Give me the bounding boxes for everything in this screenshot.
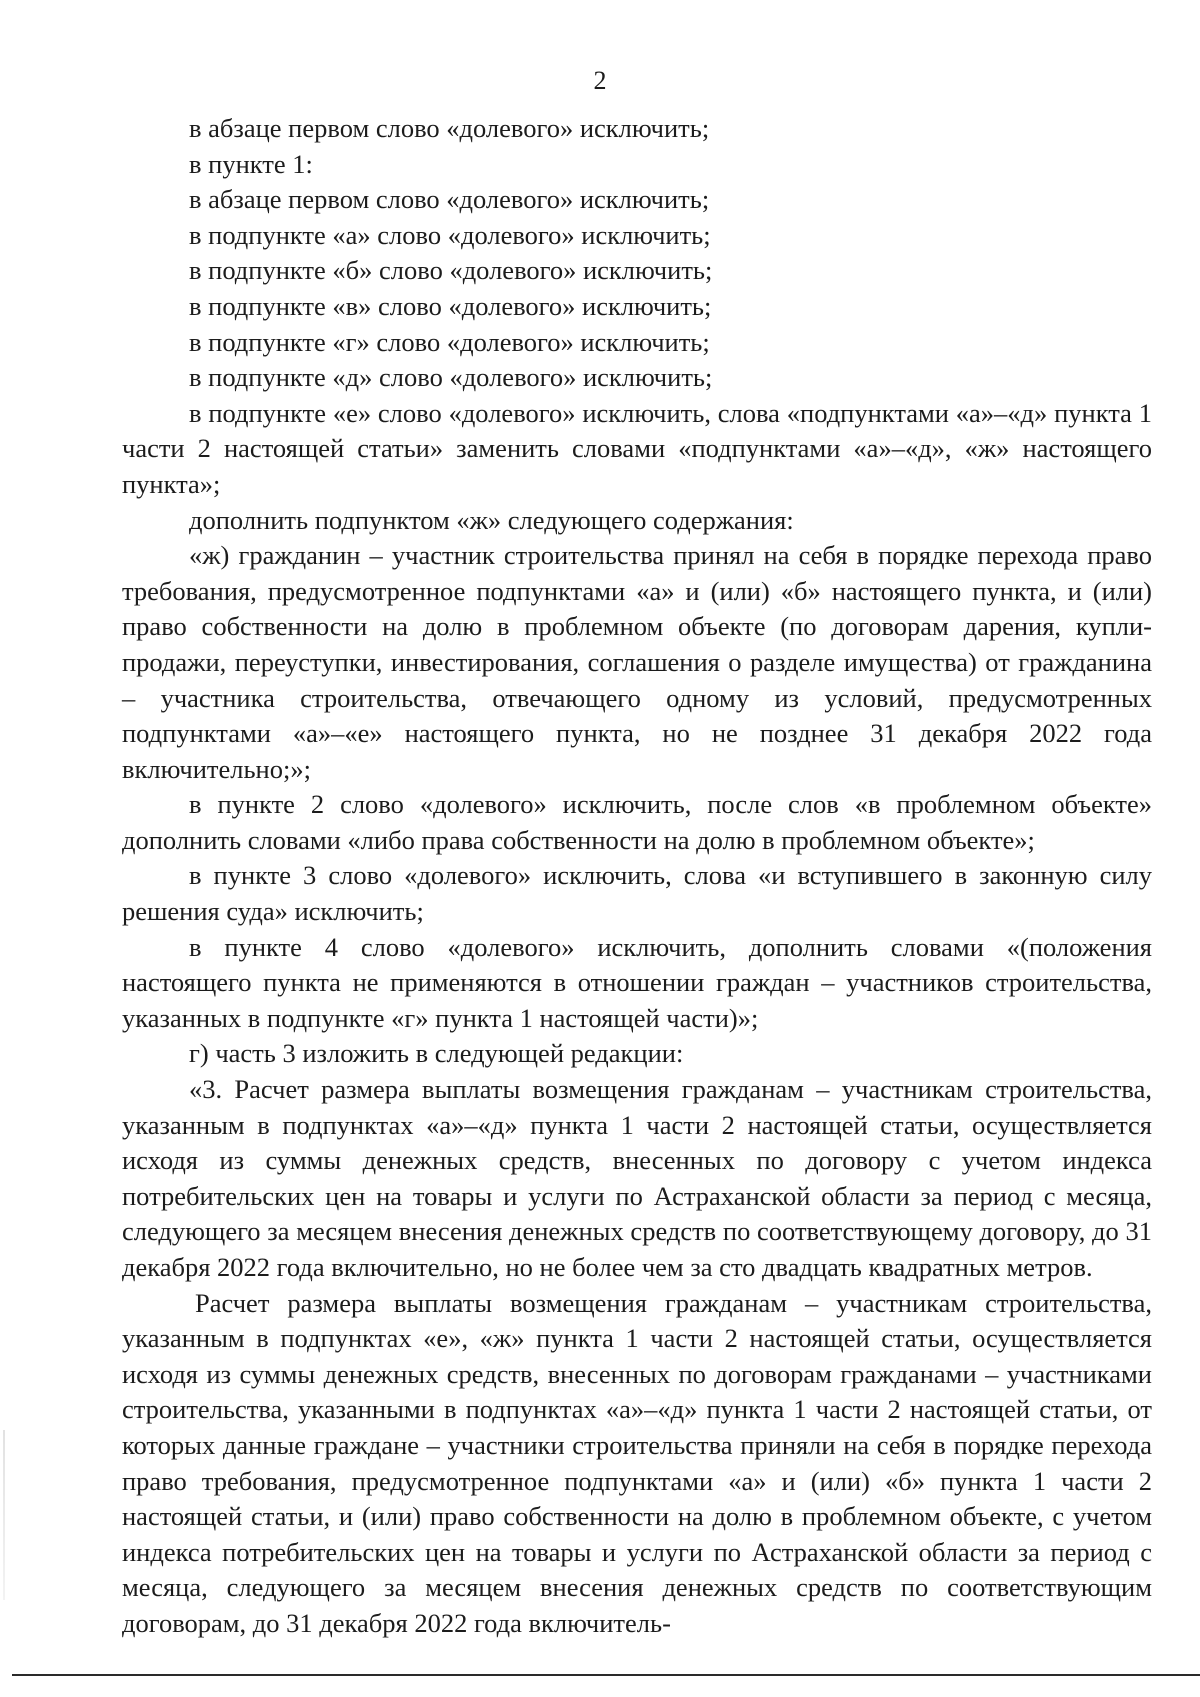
paragraph: в подпункте «б» слово «долевого» исключить; — [189, 255, 713, 286]
document-body — [122, 111, 1152, 1642]
paragraph: дополнить подпунктом «ж» следующего содержания: — [189, 504, 794, 535]
scan-edge-artifact — [3, 1430, 5, 1600]
paragraph: в подпункте «д» слово «долевого» исключить; — [189, 362, 713, 393]
paragraph: в подпункте «а» слово «долевого» исключить; — [189, 219, 711, 250]
paragraph: в пункте 3 слово «долевого» исключить, слова «и вступившего в законную силу решения суда» исключить; — [122, 860, 1152, 927]
page-number: 2 — [593, 66, 607, 95]
paragraph: Расчет размера выплаты возмещения гражданам – участникам строительства, указанным в подпунктах «е», «ж» пункта 1 части 2 настоящей статьи, осуществляется исходя из суммы денежных средств, внесенных по договорам гражданами – участниками строительства, указанными в подпунктах «а»–«д» пункта 1 части 2 настоящей статьи, от которых данные граждане – участники строительства приняли на себя в порядке перехода право требования, предусмотренное подпунктами «а» и (или) «б» пункта 1 части 2 настоящей статьи, и (или) право собственности на долю в проблемном объекте, с учетом индекса потребительских цен на товары и услуги по Астраханской области за период с месяца, следующего за месяцем внесения денежных средств по соответствующим договорам, до 31 декабря 2022 года включитель- — [122, 1287, 1152, 1638]
paragraph: в пункте 1: — [189, 148, 313, 179]
paragraph: «ж) гражданин – участник строительства принял на себя в порядке перехода право требования, предусмотренное подпунктами «а» и (или) «б» настоящего пункта, и (или) право собственности на долю в проблемном объекте (по договорам дарения, купли-продажи, переуступки, инвестирования, соглашения о разделе имущества) от гражданина – участника строительства, отвечающего одному из условий, предусмотренных подпунктами «а»–«е» настоящего пункта, но не позднее 31 декабря 2022 года включительно;»; — [122, 540, 1152, 784]
paragraph: г) часть 3 изложить в следующей редакции: — [189, 1038, 684, 1069]
paragraph: в абзаце первом слово «долевого» исключить; — [189, 184, 710, 215]
paragraph: в пункте 2 слово «долевого» исключить, после слов «в проблемном объекте» дополнить словами «либо права собственности на долю в проблемном объекте»; — [122, 789, 1152, 855]
paragraph: в подпункте «г» слово «долевого» исключить; — [189, 326, 710, 357]
paragraph: «3. Расчет размера выплаты возмещения гражданам – участникам строительства, указанным в подпунктах «а»–«д» пункта 1 части 2 настоящей статьи, осуществляется исходя из суммы денежных средств, внесенных по договору с учетом индекса потребительских цен на товары и услуги по Астраханской области за период с месяца, следующего за месяцем внесения денежных средств по соответствующему договору, до 31 декабря 2022 года включительно, но не более чем за сто двадцать квадратных метров. — [122, 1074, 1152, 1282]
paragraph: в подпункте «в» слово «долевого» исключить; — [189, 290, 712, 321]
page-bottom-rule — [12, 1674, 1200, 1676]
paragraph: в подпункте «е» слово «долевого» исключить, слова «подпунктами «а»–«д» пункта 1 части 2 настоящей статьи» заменить словами «подпунктами «а»–«д», «ж» настоящего пункта»; — [122, 397, 1152, 499]
paragraph: в абзаце первом слово «долевого» исключить; — [189, 113, 710, 143]
paragraph: в пункте 4 слово «долевого» исключить, дополнить словами «(положения настоящего пункта не применяются в отношении граждан – участников строительства, указанных в подпункте «г» пункта 1 настоящей части)»; — [122, 931, 1152, 1033]
